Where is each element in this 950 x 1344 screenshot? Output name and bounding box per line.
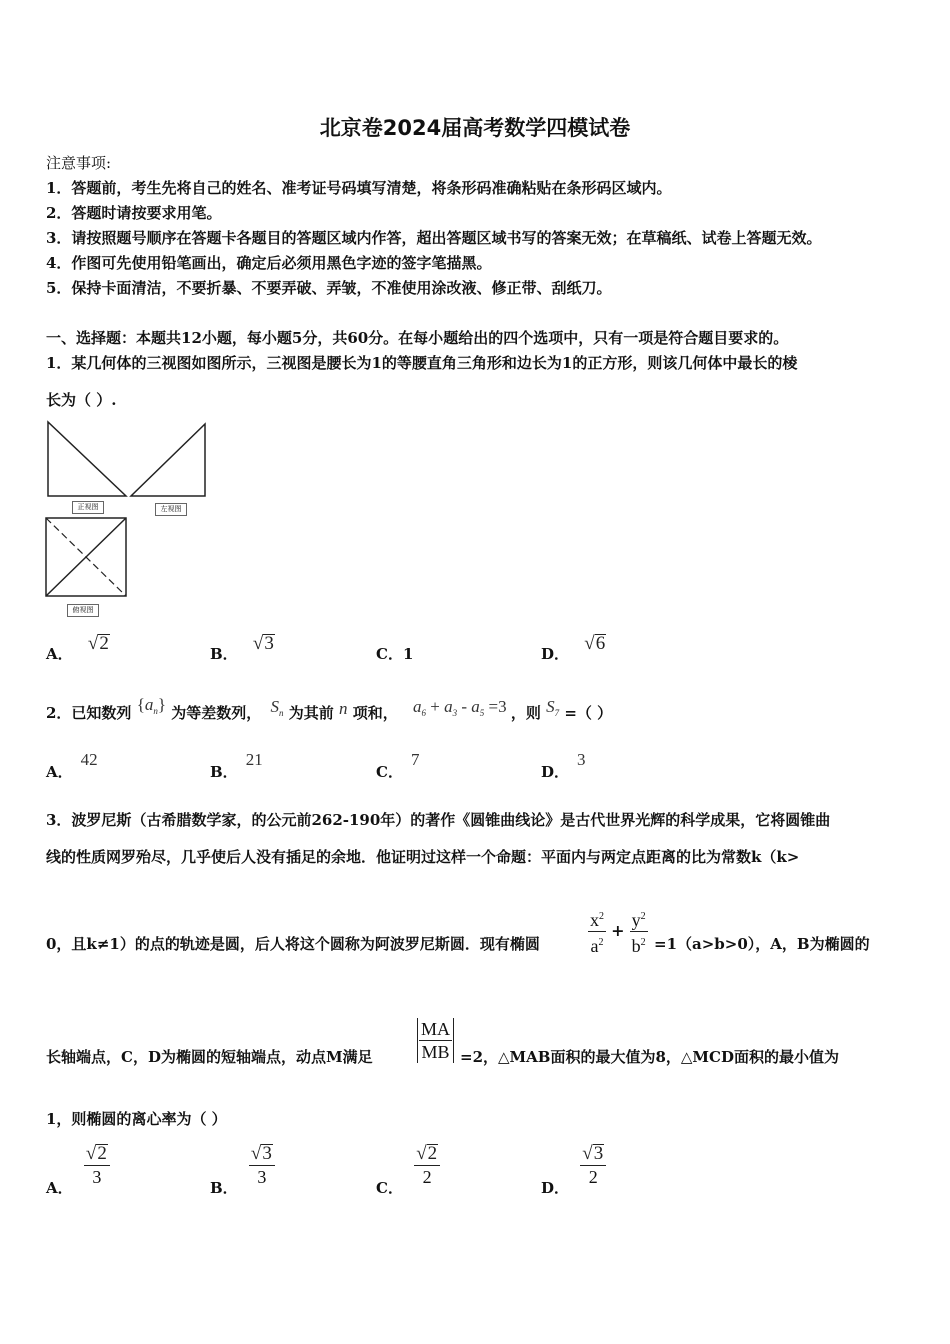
q3-text-line3a: 0，且k≠1）的点的轨迹是圆，后人将这个圆称为阿波罗尼斯圆．现有椭圆: [46, 935, 540, 953]
seq-symbol: a: [144, 695, 154, 714]
q1-option-b[interactable]: B． √3: [210, 633, 274, 663]
q2-option-d[interactable]: D．3: [541, 750, 586, 781]
top-view-label: 俯视图: [67, 604, 99, 617]
q1-text-line1: 1．某几何体的三视图如图所示，三视图是腰长为1的等腰直角三角形和边长为1的正方形，则该几何体中最长的棱: [46, 354, 798, 372]
option-label: B．: [210, 645, 238, 663]
q3-option-c[interactable]: C． $\frac{√2}{2}$: [376, 1142, 440, 1188]
option-radicand: 2: [99, 633, 109, 654]
option-label: A．: [46, 645, 73, 663]
q2-option-a[interactable]: A．42: [46, 750, 98, 781]
q1-text-line2: 长为（ ）.: [46, 391, 117, 409]
q3-text-line5: 1，则椭圆的离心率为（ ）: [46, 1110, 227, 1128]
q3-option-d[interactable]: D． $\frac{√3}{2}$: [541, 1142, 606, 1188]
q1-option-c[interactable]: [376, 643, 413, 664]
q3-option-b[interactable]: B． $\frac{√3}{3}$: [210, 1142, 275, 1188]
q3-text-line4a: 长轴端点，C，D为椭圆的短轴端点，动点M满足: [46, 1048, 373, 1066]
notice-heading: 注意事项:: [46, 154, 112, 172]
notice-item-4: 4．作图可先使用铅笔画出，确定后必须用黑色字迹的签字笔描黑。: [46, 254, 492, 272]
three-view-figure: [40, 418, 215, 623]
ratio-ma-mb: $\frac{MA}{MB}$: [417, 1018, 454, 1063]
ellipse-equation: $\frac{x^2}{a^2}$ + $\frac{y^2}{b^2}$: [588, 906, 648, 957]
side-view-label: 左视图: [155, 503, 187, 516]
q3-text-line1: 3．波罗尼斯（古希腊数学家，的公元前262-190年）的著作《圆锥曲线论》是古代世界光辉的科学成果，它将圆锥曲: [46, 811, 831, 829]
q3-text-line3b: =1（a>b>0），A，B为椭圆的: [654, 935, 870, 953]
notice-item-1: 1．答题前，考生先将自己的姓名、准考证号码填写清楚，将条形码准确粘贴在条形码区域内。: [46, 179, 672, 197]
q1-option-d[interactable]: D． √6: [541, 633, 606, 663]
side-view-triangle: [131, 424, 205, 496]
option-label: C．: [376, 645, 403, 663]
notice-item-2: 2．答题时请按要求用笔。: [46, 204, 222, 222]
q2-text: 2．已知数列 $\{a_n\}$ 为等差数列， $S_n$ 为其前 n 项和， $a_6 + a_3 - a_5 =3$ ，则 $S_7$ =（ ）: [46, 695, 613, 722]
q3-text-line2: 线的性质网罗殆尽，几乎使后人没有插足的余地．他证明过这样一个命题：平面内与两定点距离的比为常数k（k>: [46, 848, 800, 866]
notice-item-3: 3．请按照题号顺序在答题卡各题目的答题区域内作答，超出答题区域书写的答案无效；在草稿纸、试卷上答题无效。: [46, 229, 822, 247]
page-title: 北京卷2024届高考数学四模试卷: [319, 116, 631, 140]
option-label: D．: [541, 645, 570, 663]
front-view-triangle: [48, 422, 126, 496]
option-value: 1: [402, 645, 414, 663]
q3-text-line4b: =2，△MAB面积的最大值为8，△MCD面积的最小值为: [460, 1048, 839, 1066]
option-radicand: 6: [595, 633, 606, 654]
q1-option-a[interactable]: A． √2: [46, 633, 109, 663]
q2-equation: $a_6 + a_3 - a_5 =3$: [412, 697, 507, 718]
notice-item-5: 5．保持卡面清洁，不要折暴、不要弄破、弄皱，不准使用涂改液、修正带、刮纸刀。: [46, 279, 612, 297]
q2-option-c[interactable]: C．7: [376, 750, 420, 781]
option-radicand: 3: [264, 633, 274, 654]
q3-option-a[interactable]: A． $\frac{√2}{3}$: [46, 1142, 110, 1188]
q2-option-b[interactable]: B．21: [210, 750, 263, 781]
front-view-label: 正视图: [72, 501, 104, 514]
section-heading: 一、选择题：本题共12小题，每小题5分，共60分。在每小题给出的四个选项中，只有一项是符合题目要求的。: [46, 329, 789, 347]
